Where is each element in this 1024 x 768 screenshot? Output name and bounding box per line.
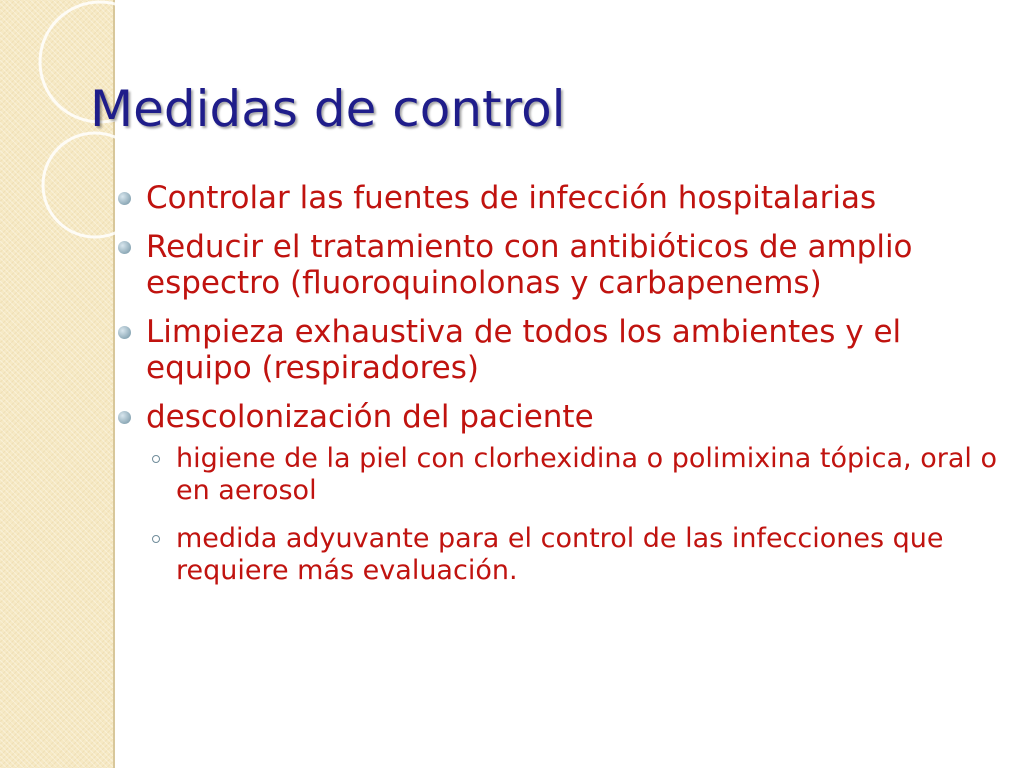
sub-bullet-text: medida adyuvante para el control de las infecciones que requiere más evaluación. <box>176 523 944 586</box>
bullet-dot-icon <box>118 411 131 424</box>
sub-bullet-text: higiene de la piel con clorhexidina o polimixina tópica, oral o en aerosol <box>176 443 997 506</box>
slide-title: Medidas de control <box>90 80 566 138</box>
bullet-text: Controlar las fuentes de infección hospitalarias <box>146 180 877 216</box>
bullet-dot-icon <box>118 241 131 254</box>
decorative-circle-lower <box>43 133 147 237</box>
sub-bullet-item <box>176 523 1006 587</box>
bullet-text: descolonización del paciente <box>146 399 594 435</box>
sub-bullet-list <box>146 443 1006 587</box>
ring-bullet-icon <box>152 455 160 463</box>
ring-bullet-icon <box>152 535 160 543</box>
bullet-item <box>146 180 1006 216</box>
bullet-list <box>146 180 1006 603</box>
bullet-item <box>146 399 1006 587</box>
bullet-item <box>146 229 1006 301</box>
bullet-item <box>146 314 1006 386</box>
bullet-text: Reducir el tratamiento con antibióticos de amplio espectro (fluoroquinolonas y carbapenems) <box>146 229 913 301</box>
bullet-dot-icon <box>118 192 131 205</box>
bullet-dot-icon <box>118 326 131 339</box>
sub-bullet-item <box>176 443 1006 507</box>
bullet-text: Limpieza exhaustiva de todos los ambientes y el equipo (respiradores) <box>146 314 902 386</box>
